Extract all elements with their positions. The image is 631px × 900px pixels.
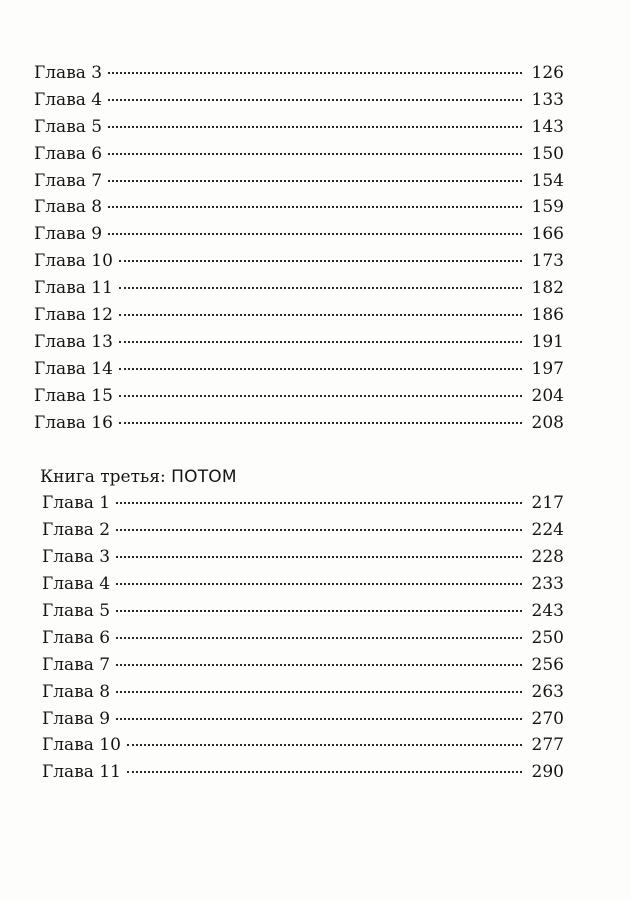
dot-leader — [108, 153, 522, 155]
page-number: 133 — [531, 89, 564, 110]
dot-leader — [116, 637, 522, 639]
page-number: 250 — [531, 627, 564, 648]
dot-leader — [119, 287, 522, 289]
toc-entry — [42, 598, 564, 625]
page-number: 143 — [531, 116, 564, 137]
dot-leader — [108, 99, 522, 101]
page-number: 217 — [531, 493, 564, 514]
chapter-title: Глава 10 — [34, 251, 113, 272]
dot-leader — [116, 529, 522, 531]
toc-entry — [42, 490, 564, 517]
chapter-title: Глава 12 — [34, 305, 113, 326]
chapter-title: Глава 7 — [42, 654, 111, 675]
chapter-title: Глава 7 — [34, 170, 103, 191]
page-number: 166 — [531, 224, 564, 245]
dot-leader — [119, 422, 522, 424]
toc-entry — [34, 410, 564, 437]
toc-entry — [34, 114, 564, 141]
page-number: 208 — [531, 412, 564, 433]
dot-leader — [119, 260, 522, 262]
dot-leader — [119, 341, 522, 343]
book-three-heading — [40, 464, 564, 490]
page-number: 263 — [531, 681, 564, 702]
toc-book-three-chapters — [42, 490, 564, 786]
chapter-title: Глава 11 — [42, 762, 121, 783]
page-number: 224 — [531, 520, 564, 541]
book-three-name: ПОТОМ — [171, 467, 237, 488]
chapter-title: Глава 16 — [34, 412, 113, 433]
toc-entry — [42, 571, 564, 598]
toc-entry — [34, 60, 564, 87]
toc-entry — [34, 221, 564, 248]
toc-entry — [34, 141, 564, 168]
dot-leader — [116, 610, 522, 612]
page-number: 256 — [531, 654, 564, 675]
chapter-title: Глава 6 — [42, 627, 111, 648]
toc-entry — [42, 544, 564, 571]
chapter-title: Глава 8 — [42, 681, 111, 702]
chapter-title: Глава 5 — [34, 116, 103, 137]
page-number: 154 — [531, 170, 564, 191]
page-number: 277 — [531, 735, 564, 756]
toc-entry — [34, 275, 564, 302]
page-number: 126 — [531, 63, 564, 83]
chapter-title: Глава 4 — [42, 574, 111, 595]
dot-leader — [116, 664, 522, 666]
page-number: 150 — [531, 143, 564, 164]
dot-leader — [116, 718, 522, 720]
chapter-title: Глава 2 — [42, 520, 111, 541]
dot-leader — [119, 314, 522, 316]
chapter-title: Глава 4 — [34, 89, 103, 110]
page-number: 204 — [531, 385, 564, 406]
toc-entry — [42, 706, 564, 733]
toc-book-two-chapters — [34, 60, 564, 436]
dot-leader — [108, 72, 522, 74]
dot-leader — [116, 691, 522, 693]
chapter-title: Глава 11 — [34, 278, 113, 299]
chapter-title: Глава 1 — [42, 493, 111, 514]
page-number: 233 — [531, 574, 564, 595]
dot-leader — [116, 583, 522, 585]
page-number: 197 — [531, 358, 564, 379]
dot-leader — [108, 180, 522, 182]
table-of-contents — [34, 60, 564, 786]
page-number: 243 — [531, 601, 564, 622]
chapter-title: Глава 14 — [34, 358, 113, 379]
chapter-title: Глава 15 — [34, 385, 113, 406]
page-number: 173 — [531, 251, 564, 272]
chapter-title: Глава 6 — [34, 143, 103, 164]
chapter-title: Глава 3 — [42, 547, 111, 568]
dot-leader — [119, 395, 522, 397]
toc-entry — [34, 383, 564, 410]
page-number: 186 — [531, 305, 564, 326]
dot-leader — [127, 771, 522, 773]
dot-leader — [108, 206, 522, 208]
dot-leader — [108, 233, 522, 235]
chapter-title: Глава 8 — [34, 197, 103, 218]
page-number: 191 — [531, 331, 564, 352]
toc-entry — [42, 625, 564, 652]
page-number: 182 — [531, 278, 564, 299]
page-number: 270 — [531, 708, 564, 729]
toc-entry — [34, 194, 564, 221]
page-number: 159 — [531, 197, 564, 218]
chapter-title: Глава 10 — [42, 735, 121, 756]
chapter-title: Глава 5 — [42, 601, 111, 622]
dot-leader — [116, 556, 522, 558]
dot-leader — [108, 126, 522, 128]
toc-entry — [42, 759, 564, 786]
dot-leader — [119, 368, 522, 370]
chapter-title: Глава 9 — [42, 708, 111, 729]
chapter-title: Глава 13 — [34, 331, 113, 352]
toc-entry — [34, 87, 564, 114]
toc-entry — [34, 356, 564, 383]
page-number: 228 — [531, 547, 564, 568]
toc-entry — [34, 302, 564, 329]
toc-entry — [42, 679, 564, 706]
toc-entry — [42, 517, 564, 544]
toc-entry — [42, 652, 564, 679]
chapter-title: Глава 9 — [34, 224, 103, 245]
page-number: 290 — [531, 762, 564, 783]
toc-entry — [34, 168, 564, 195]
dot-leader — [127, 744, 522, 746]
dot-leader — [116, 502, 522, 504]
chapter-title: Глава 3 — [34, 63, 103, 83]
book-three-prefix: Книга третья: — [40, 467, 172, 488]
toc-entry — [34, 248, 564, 275]
toc-entry — [34, 329, 564, 356]
toc-entry — [42, 732, 564, 759]
section-spacer — [34, 436, 564, 464]
